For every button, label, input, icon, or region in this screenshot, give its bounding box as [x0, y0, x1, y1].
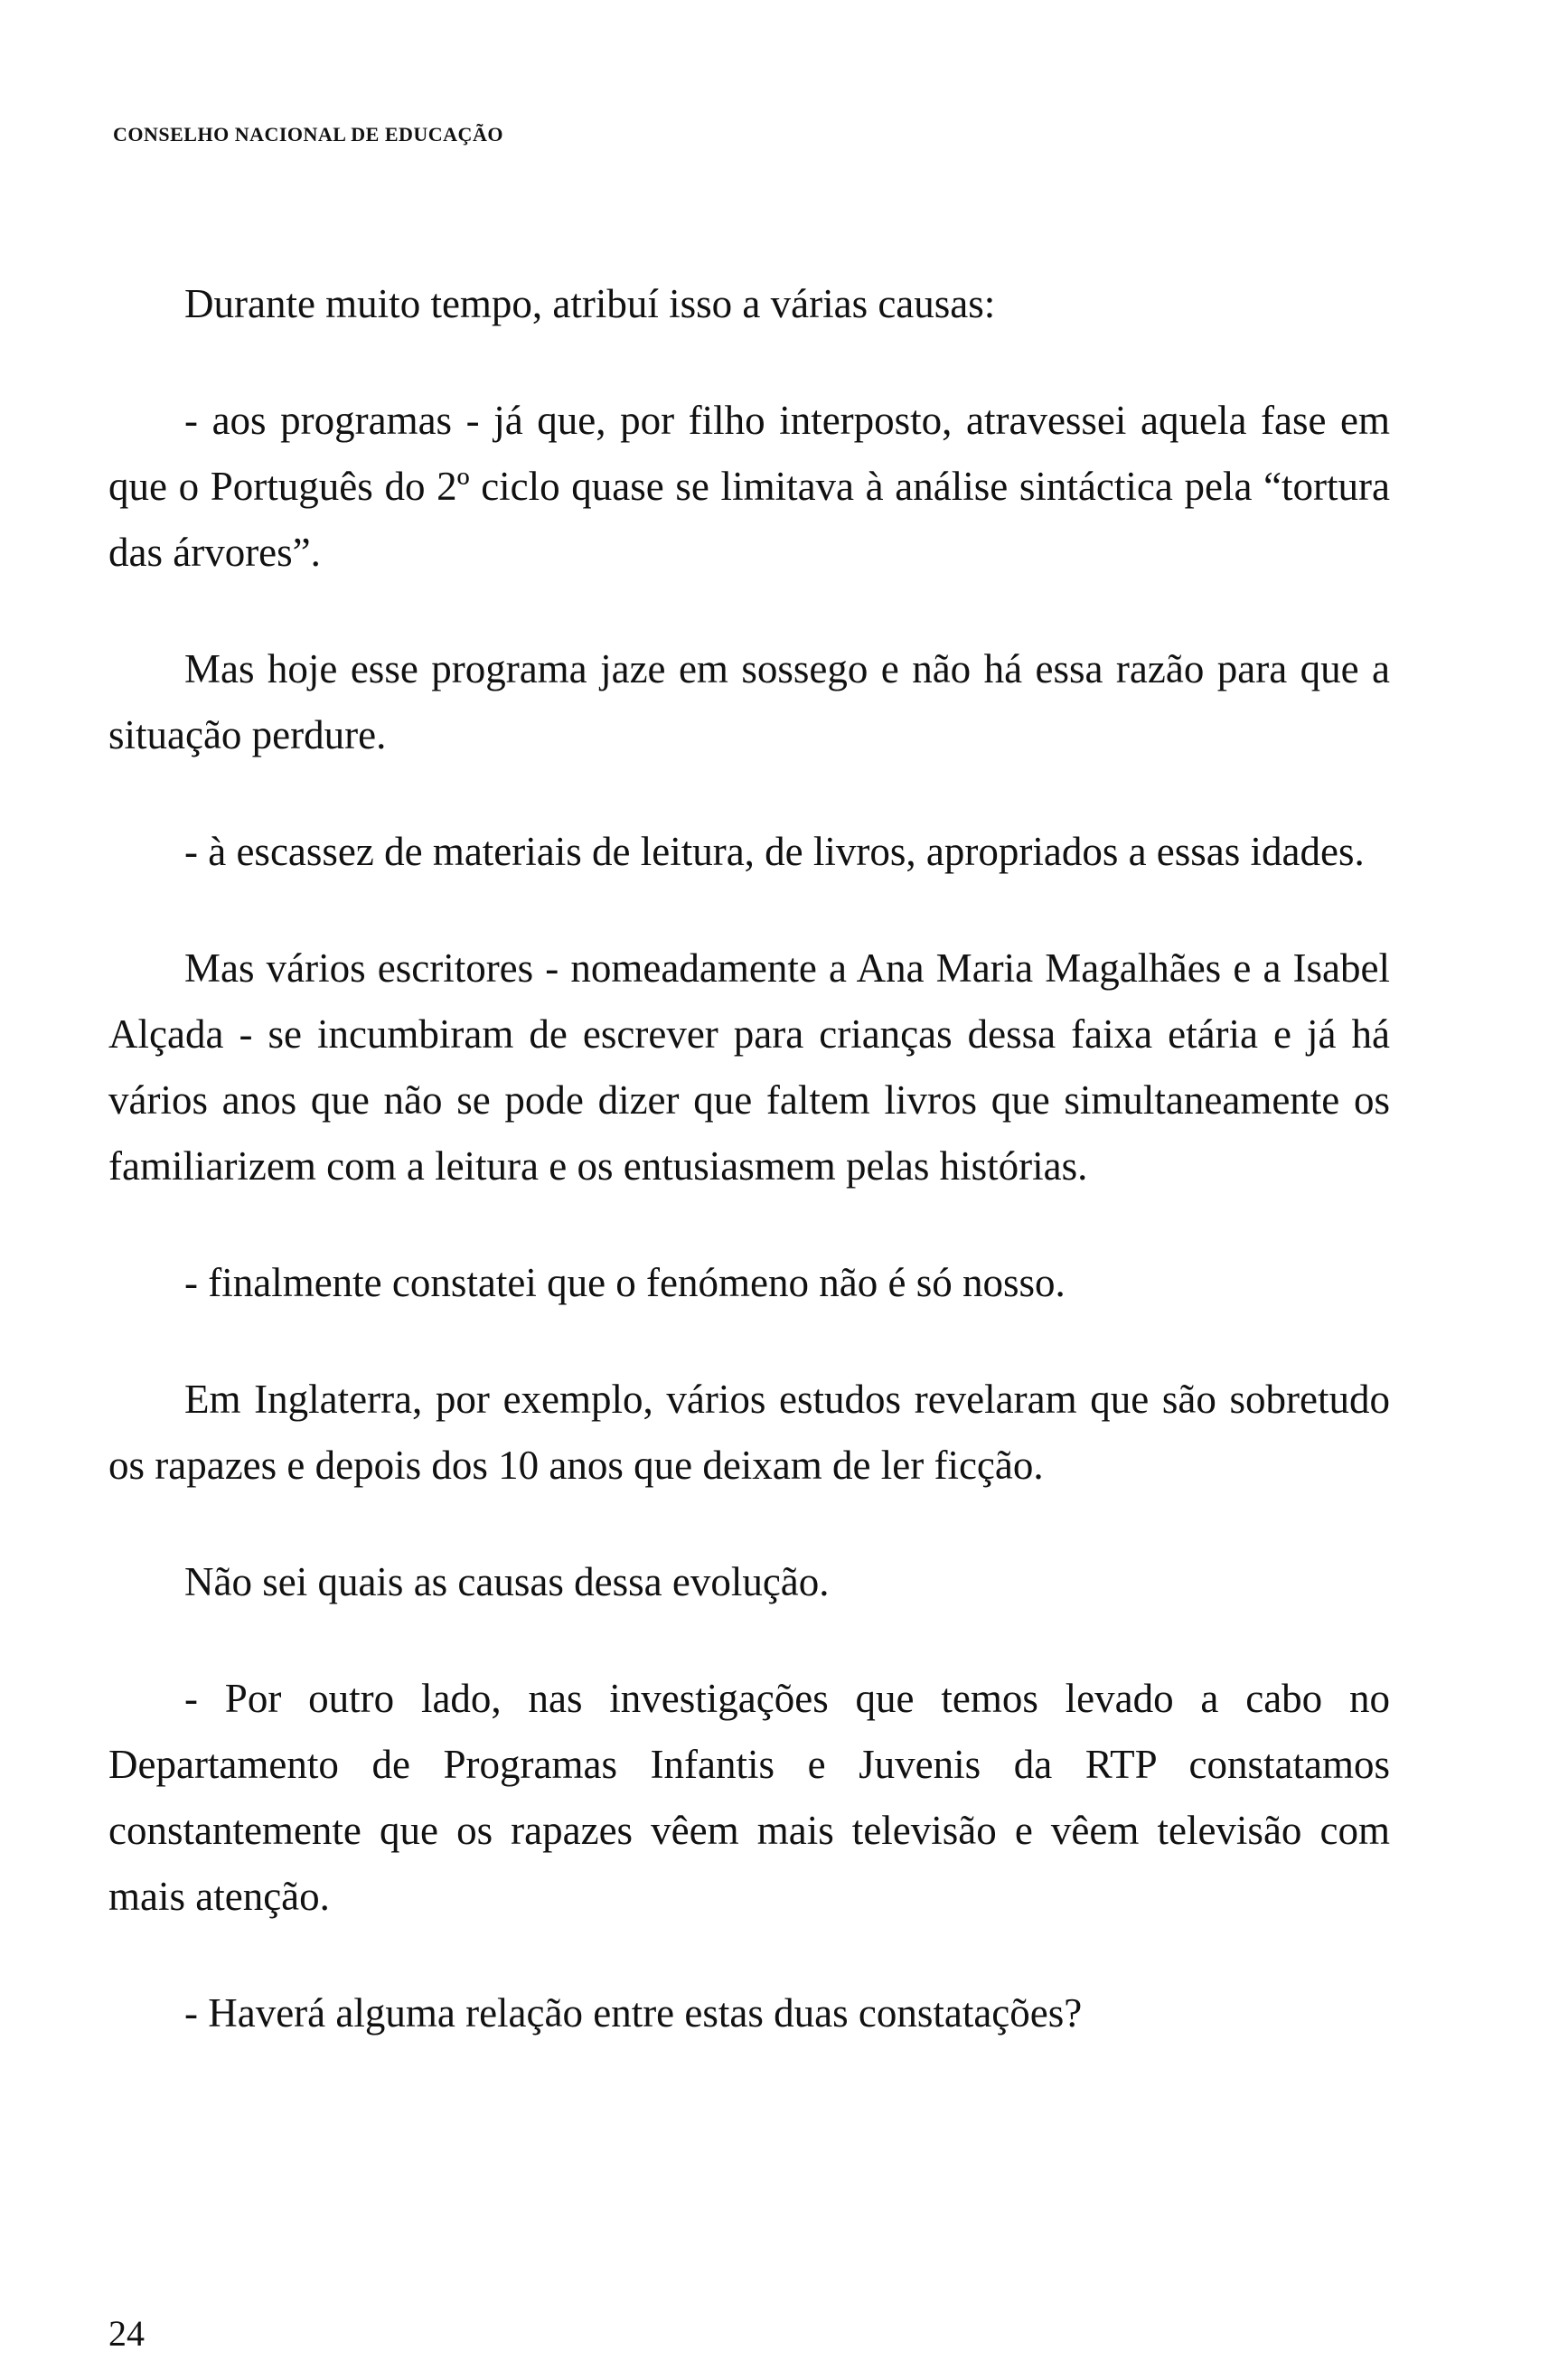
paragraph: Mas hoje esse programa jaze em sossego e não há essa razão para que a situação perdure.	[108, 646, 1390, 757]
paragraph: Durante muito tempo, atribuí isso a várias causas:	[184, 281, 996, 326]
paragraph: - Por outro lado, nas investigações que temos levado a cabo no Departamento de Programas Infantis e Juvenis da RTP constatamos constantemente que os rapazes vêem mais televisão e vêem televisão com mais atenção.	[108, 1676, 1390, 1919]
paragraph: - aos programas - já que, por filho interposto, atravessei aquela fase em que o Português do 2º ciclo quase se limitava à análise sintáctica pela “tortura das árvores”.	[108, 398, 1390, 575]
paragraph: Em Inglaterra, por exemplo, vários estudos revelaram que são sobretudo os rapazes e depois dos 10 anos que deixam de ler ficção.	[108, 1377, 1390, 1488]
page-number: 24	[108, 2313, 145, 2354]
paragraph: - Haverá alguma relação entre estas duas constatações?	[184, 1990, 1083, 2036]
body-text	[108, 271, 1390, 2097]
paragraph: Não sei quais as causas dessa evolução.	[184, 1559, 830, 1604]
running-header: CONSELHO NACIONAL DE EDUCAÇÃO	[113, 123, 503, 146]
paragraph: - à escassez de materiais de leitura, de livros, apropriados a essas idades.	[184, 829, 1365, 874]
paragraph: Mas vários escritores - nomeadamente a Ana Maria Magalhães e a Isabel Alçada - se incumbiram de escrever para crianças dessa faixa etária e já há vários anos que não se pode dizer que faltem livros que simultaneamente os familiarizem com a leitura e os entusiasmem pelas histórias.	[108, 945, 1390, 1189]
paragraph: - finalmente constatei que o fenómeno não é só nosso.	[184, 1260, 1066, 1305]
